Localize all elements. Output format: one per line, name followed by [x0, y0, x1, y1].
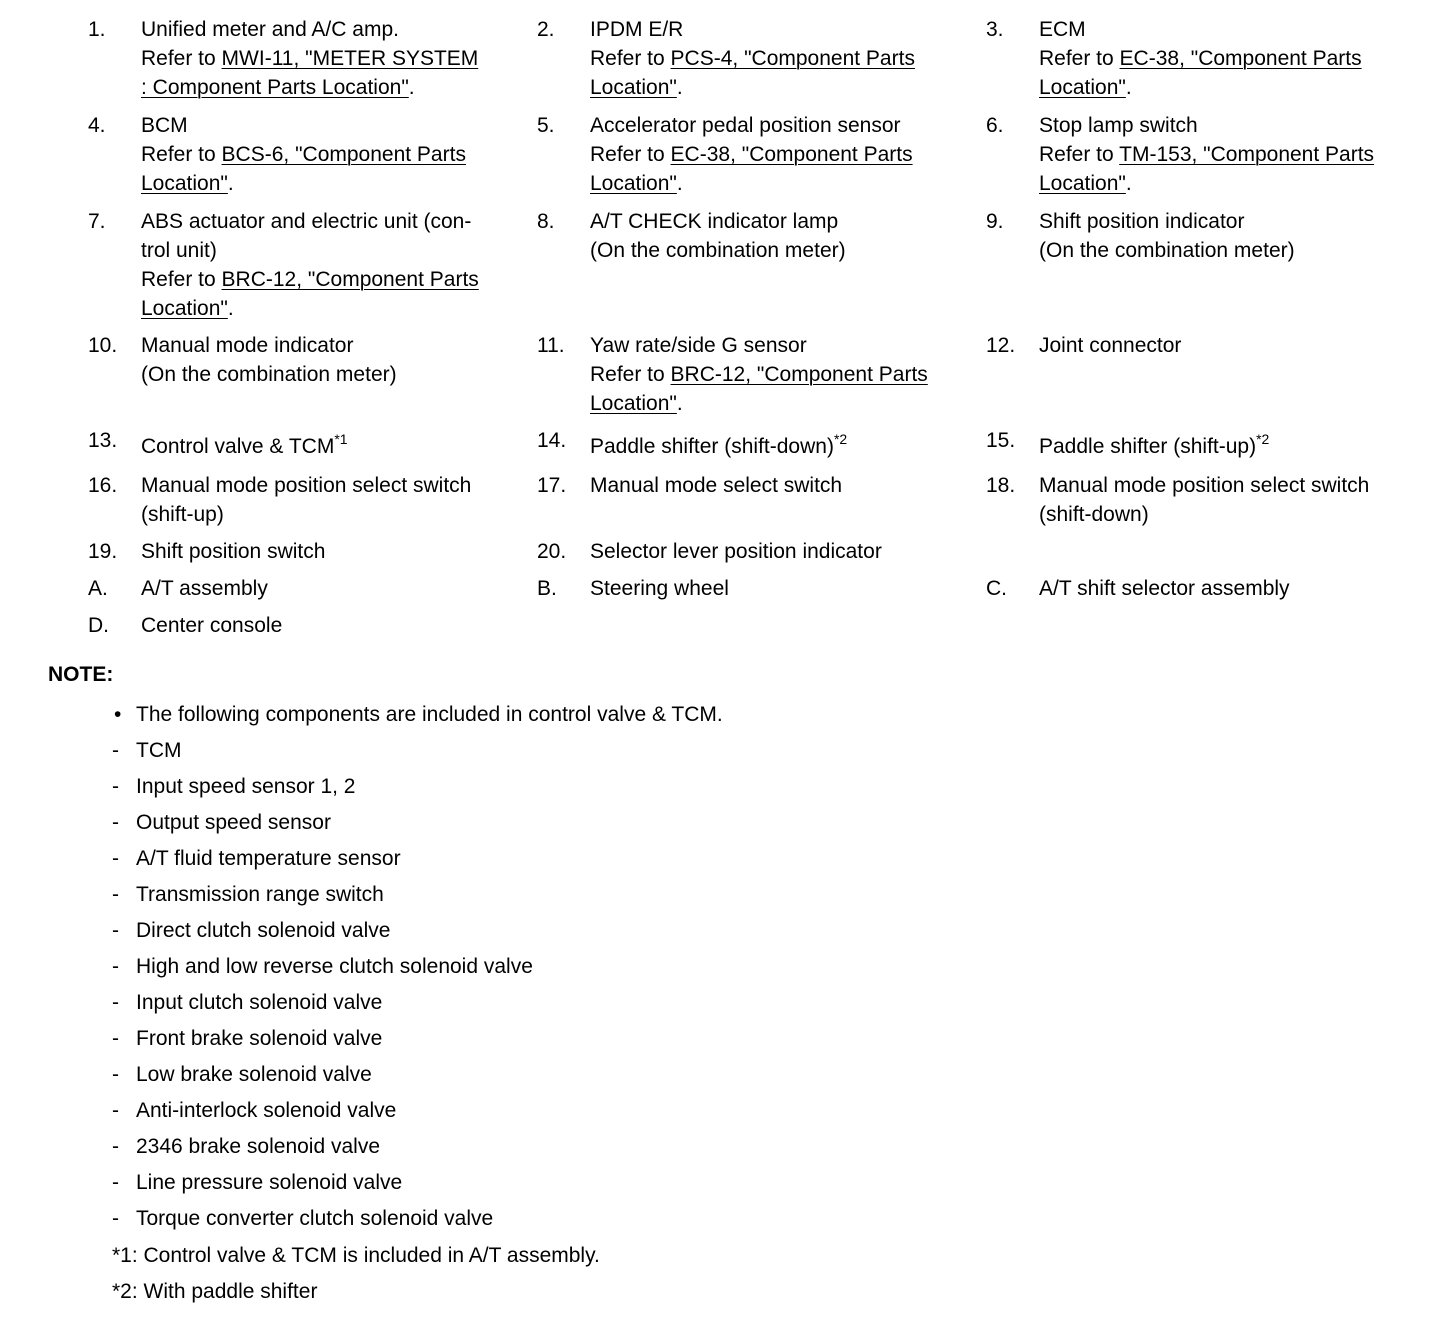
item-letter: A. [88, 577, 108, 600]
item-label-line-2: (shift-up) [141, 503, 224, 526]
item-label: Paddle shifter (shift-down) [590, 435, 834, 458]
footnote-2: *2: With paddle shifter [112, 1280, 318, 1303]
reference-link-continued[interactable]: Location" [590, 172, 677, 195]
legend-item-10 [141, 331, 397, 389]
item-label-line-2: (On the combination meter) [1039, 239, 1295, 262]
footnote-marker: *2 [1256, 431, 1270, 447]
reference-link-continued[interactable]: Location" [141, 172, 228, 195]
item-label: Paddle shifter (shift-up) [1039, 435, 1257, 458]
legend-item-12 [1039, 331, 1181, 360]
legend-item-20 [590, 537, 882, 566]
reference-link[interactable]: BCS-6, "Component Parts [221, 143, 466, 166]
item-letter: B. [537, 577, 557, 600]
legend-item-6: Stop lamp switch Refer to TM-153, "Component Parts Location". [1039, 111, 1374, 198]
item-number: 12. [986, 334, 1016, 357]
dash-marker: - [112, 1207, 119, 1230]
legend-item-17 [590, 471, 842, 500]
item-label: IPDM E/R [590, 18, 684, 41]
legend-item-c [1039, 574, 1290, 603]
item-letter: C. [986, 577, 1007, 600]
dash-marker: - [112, 1099, 119, 1122]
dash-marker: - [112, 775, 119, 798]
item-number: 16. [88, 474, 118, 497]
legend-item-8 [590, 207, 846, 265]
item-number: 14. [537, 429, 567, 452]
item-label: ABS actuator and electric unit (con- [141, 210, 472, 233]
item-label-line-2: (On the combination meter) [590, 239, 846, 262]
item-number: 9. [986, 210, 1004, 233]
reference-link-continued[interactable]: Location" [590, 392, 677, 415]
item-label: Manual mode indicator [141, 334, 354, 357]
item-number: 20. [537, 540, 567, 563]
reference-link-continued[interactable]: Location" [1039, 172, 1126, 195]
legend-item-18 [1039, 471, 1369, 529]
dash-marker: - [112, 1063, 119, 1086]
legend-item-a [141, 574, 268, 603]
item-number: 18. [986, 474, 1016, 497]
item-label: Manual mode select switch [590, 474, 843, 497]
item-number: 1. [88, 18, 106, 41]
item-label: Shift position indicator [1039, 210, 1245, 233]
legend-item-3: ECM Refer to EC-38, "Component Parts Location". [1039, 15, 1362, 102]
reference-link[interactable]: MWI-11, "METER SYSTEM [221, 47, 479, 70]
dash-marker: - [112, 919, 119, 942]
legend-item-5: Accelerator pedal position sensor Refer to EC-38, "Component Parts Location". [590, 111, 913, 198]
item-label: Control valve & TCM [141, 435, 335, 458]
legend-item-11: Yaw rate/side G sensor Refer to BRC-12, "Component Parts Location". [590, 331, 928, 418]
item-number: 13. [88, 429, 118, 452]
item-label-line-2: (On the combination meter) [141, 363, 397, 386]
item-number: 7. [88, 210, 106, 233]
item-number: 3. [986, 18, 1004, 41]
reference-link-continued[interactable]: Location" [141, 297, 228, 320]
reference-link[interactable]: EC-38, "Component Parts [670, 143, 913, 166]
legend-item-b [590, 574, 729, 603]
legend-item-d [141, 611, 282, 640]
reference-link-continued[interactable]: Location" [1039, 76, 1126, 99]
item-label: ECM [1039, 18, 1086, 41]
dash-marker: - [112, 811, 119, 834]
item-label: Steering wheel [590, 577, 729, 600]
item-label: Joint connector [1039, 334, 1182, 357]
footnote-1: *1: Control valve & TCM is included in A/T assembly. [112, 1244, 600, 1267]
dash-marker: - [112, 955, 119, 978]
item-label: A/T CHECK indicator lamp [590, 210, 839, 233]
item-number: 11. [537, 334, 565, 357]
item-label-line-2: trol unit) [141, 239, 217, 262]
dash-marker: - [112, 739, 119, 762]
item-label: BCM [141, 114, 188, 137]
legend-item-2: IPDM E/R Refer to PCS-4, "Component Parts Location". [590, 15, 915, 102]
item-number: 4. [88, 114, 106, 137]
legend-item-14 [590, 432, 847, 461]
item-number: 2. [537, 18, 555, 41]
legend-item-15 [1039, 432, 1269, 461]
reference-link[interactable]: EC-38, "Component Parts [1119, 47, 1362, 70]
reference-link[interactable]: PCS-4, "Component Parts [670, 47, 915, 70]
item-label: Stop lamp switch [1039, 114, 1198, 137]
item-letter: D. [88, 614, 109, 637]
item-label: Shift position switch [141, 540, 326, 563]
item-label: A/T assembly [141, 577, 268, 600]
item-number: 17. [537, 474, 567, 497]
note-bullet-text: The following components are included in control valve & TCM. [136, 703, 723, 726]
dash-marker: - [112, 1135, 119, 1158]
dash-marker: - [112, 1027, 119, 1050]
item-label: Center console [141, 614, 283, 637]
item-label: A/T shift selector assembly [1039, 577, 1290, 600]
item-number: 15. [986, 429, 1016, 452]
legend-item-9 [1039, 207, 1295, 265]
item-number: 6. [986, 114, 1004, 137]
legend-item-7: ABS actuator and electric unit (con- trol unit) Refer to BRC-12, "Component Parts Location". [141, 207, 479, 323]
dash-marker: - [112, 1171, 119, 1194]
reference-link-continued[interactable]: : Component Parts Location" [141, 76, 409, 99]
footnote-marker: *2 [833, 431, 848, 447]
legend-item-19 [141, 537, 325, 566]
dash-marker: - [112, 883, 119, 906]
item-number: 8. [537, 210, 555, 233]
reference-link[interactable]: BRC-12, "Component Parts [670, 363, 928, 386]
item-number: 5. [537, 114, 555, 137]
item-label: Unified meter and A/C amp. [141, 18, 399, 41]
note-heading: NOTE: [48, 663, 114, 686]
item-label: Selector lever position indicator [590, 540, 882, 563]
reference-link[interactable]: BRC-12, "Component Parts [221, 268, 479, 291]
item-label: Manual mode position select switch [1039, 474, 1370, 497]
item-label: Accelerator pedal position sensor [590, 114, 901, 137]
legend-item-16 [141, 471, 471, 529]
dash-marker: - [112, 991, 119, 1014]
item-label-line-2: (shift-down) [1039, 503, 1149, 526]
item-label: Yaw rate/side G sensor [590, 334, 807, 357]
dash-marker: - [112, 847, 119, 870]
item-label: Manual mode position select switch [141, 474, 472, 497]
legend-item-13 [141, 432, 348, 461]
item-number: 19. [88, 540, 118, 563]
item-number: 10. [88, 334, 118, 357]
bullet-marker: • [114, 703, 122, 726]
footnote-marker: *1 [334, 431, 348, 447]
reference-link-continued[interactable]: Location" [590, 76, 677, 99]
legend-item-1: Unified meter and A/C amp. Refer to MWI-11, "METER SYSTEM : Component Parts Location". [141, 15, 478, 102]
reference-link[interactable]: TM-153, "Component Parts [1119, 143, 1375, 166]
legend-item-4: BCM Refer to BCS-6, "Component Parts Location". [141, 111, 466, 198]
